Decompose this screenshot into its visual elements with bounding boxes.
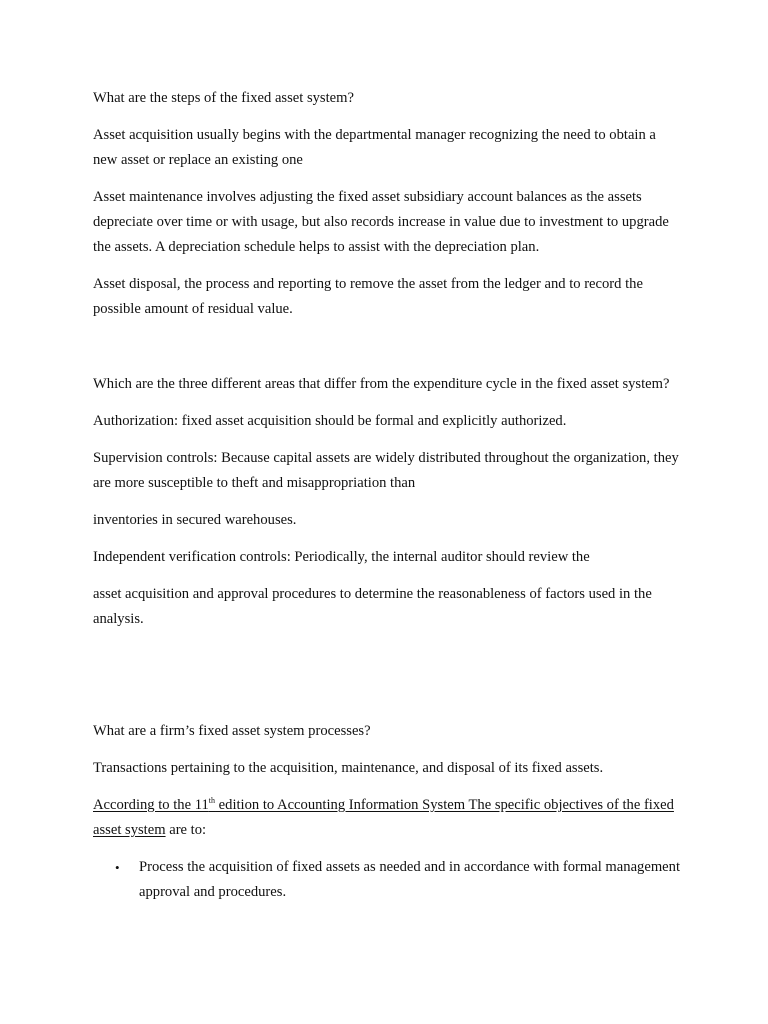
question-processes: What are a firm’s fixed asset system processes? <box>93 723 371 739</box>
citation-tail: are to: <box>165 822 207 838</box>
document-page <box>93 86 683 905</box>
answer-authorization: Authorization: fixed asset acquisition should be formal and explicitly authorized. <box>93 413 567 429</box>
answer-verification-cont: asset acquisition and approval procedures to determine the reasonableness of factors used in the analysis. <box>93 586 652 627</box>
citation-superscript: th <box>208 796 216 806</box>
answer-transactions: Transactions pertaining to the acquisition, maintenance, and disposal of its fixed assets. <box>93 760 604 776</box>
bullet-icon: • <box>115 860 120 875</box>
objectives-list <box>93 855 683 905</box>
question-steps: What are the steps of the fixed asset system? <box>93 90 354 106</box>
citation-paragraph <box>93 793 683 843</box>
answer-verification: Independent verification controls: Periodically, the internal auditor should review the <box>93 549 590 565</box>
answer-supervision: Supervision controls: Because capital assets are widely distributed throughout the organization, they are more susceptible to theft and misappropriation than <box>93 450 679 491</box>
list-item-text: Process the acquisition of fixed assets as needed and in accordance with formal management approval and procedures. <box>139 859 680 900</box>
question-three-areas: Which are the three different areas that differ from the expenditure cycle in the fixed asset system? <box>93 376 670 392</box>
citation-post: edition to Accounting Information System The specific objectives of the fixed asset system <box>93 797 674 838</box>
answer-supervision-cont: inventories in secured warehouses. <box>93 512 297 528</box>
answer-maintenance: Asset maintenance involves adjusting the fixed asset subsidiary account balances as the assets depreciate over time or with usage, but also records increase in value due to investment to upgrade the assets. A depreciation schedule helps to assist with the depreciation plan. <box>93 189 669 255</box>
citation-pre: According to the 11 <box>93 797 209 813</box>
list-item <box>93 855 683 905</box>
answer-disposal: Asset disposal, the process and reporting to remove the asset from the ledger and to record the possible amount of residual value. <box>93 276 643 317</box>
answer-acquisition: Asset acquisition usually begins with the departmental manager recognizing the need to obtain a new asset or replace an existing one <box>93 127 656 168</box>
